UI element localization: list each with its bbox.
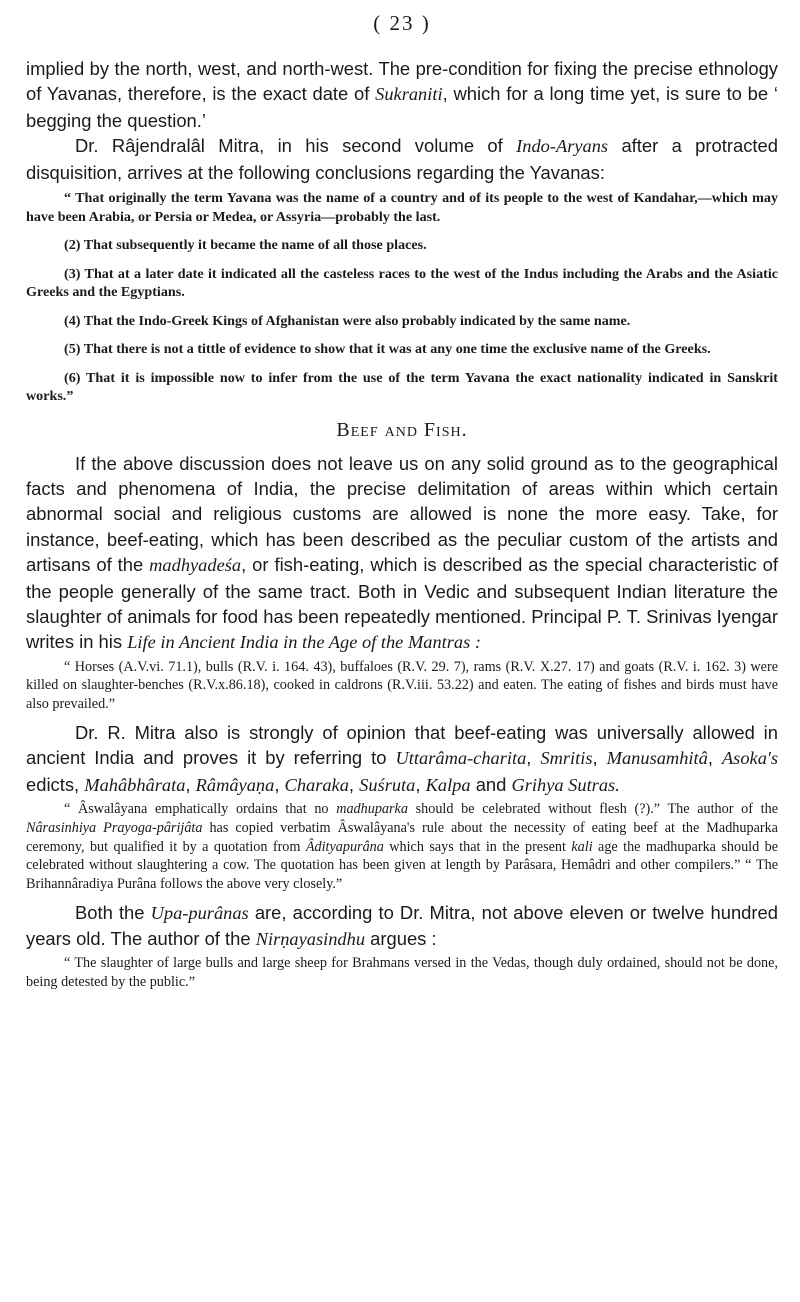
quote-aswalayana: “ Âswalâyana emphatically ordains that no madhuparka should be celebrated without flesh (?).” The author of the Nârasinhiya Prayoga-pârijâta has copied verbatim Âswalâyana's rule about the necessity of eating beef at the Madhuparka ceremony, but qualified it by a quotation from Âdityapurâna which says that in the present kali age the madhuparka should be celebrated without slaughtering a cow. The quotation has been given at length by Parâsara, Hemâdri and other compilers.” “ The Brihannâradiya Purâna follows the above very closely.” <box>26 801 778 892</box>
title-life-in-ancient-india: Life in Ancient India in the Age of the Mantras : <box>127 632 481 653</box>
conclusion-item: “ That originally the term Yavana was the name of a country and of its people to the west of Kandahar,—which may have been Arabia, or Persia or Medea, or Assyria—probably the last. <box>26 190 778 225</box>
paragraph-beef-eating: If the above discussion does not leave us on any solid ground as to the geographical facts and phenomena of India, the precise delimitation of areas within which certain abnormal social and religious customs are allowed is none the more easy. Take, for instance, beef-eating, which has been described as the peculiar custom of the artists and artisans of the madhyadeśa, or fish-eating, which is described as the special characteristic of the people generally of the same tract. Both in Vedic and subsequent Indian literature the slaughter of animals for food has been repeatedly mentioned. Principal P. T. Srinivas Iyengar writes in his Life in Ancient India in the Age of the Mantras : <box>26 452 778 653</box>
page-number: ( 23 ) <box>373 11 431 35</box>
conclusion-item: (5) That there is not a tittle of evidence to show that it was at any one time the exclusive name of the Greeks. <box>64 341 711 358</box>
conclusion-item: (3) That at a later date it indicated all the casteless races to the west of the Indus including the Arabs and the Asiatic Greeks and the Egyptians. <box>26 265 778 301</box>
conclusion-item: (4) That the Indo-Greek Kings of Afghanistan were also probably indicated by the same name. <box>64 312 631 329</box>
title-indo-aryans: Indo-Aryans <box>516 136 609 157</box>
paragraph-upa-puranas: Both the Upa-purânas are, according to Dr. Mitra, not above eleven or twelve hundred years old. The author of the Nirṇayasindhu argues : <box>26 901 778 950</box>
conclusion-item: (2) That subsequently it became the name of all those places. <box>64 237 427 254</box>
paragraph-yavana-date: implied by the north, west, and north-west. The pre-condition for fixing the precise ethnology of Yavanas, therefore, is the exact date of Sukraniti, which for a long time yet, is sure to be ‘ begging the question.’ <box>26 58 778 131</box>
section-heading-beef-fish: Beef and Fish. <box>336 418 468 441</box>
quote-iyengar: “ Horses (A.V.vi. 71.1), bulls (R.V. i. 164. 43), buffaloes (R.V. 29. 7), rams (R.V. X.27. 17) and goats (R.V. i. 162. 3) were killed on slaughter-benches (R.V.x.86.18), cooked in caldrons (R.V.iii. 53.22) and eaten. The eating of fishes and birds must have also prevailed.” <box>26 658 778 713</box>
quote-nirnayasindhu: “ The slaughter of large bulls and large sheep for Brahmans versed in the Vedas, though duly ordained, should not be done, being detested by the public.” <box>26 955 778 991</box>
conclusion-item: (6) That it is impossible now to infer from the use of the term Yavana the exact nationality indicated in Sanskrit works.” <box>26 369 778 405</box>
conclusions-quote <box>26 189 778 406</box>
paragraph-mitra-beef: Dr. R. Mitra also is strongly of opinion that beef-eating was universally allowed in ancient India and proves it by referring to Uttarâma-charita, Smritis, Manusamhitâ, Asoka's edicts, Mahâbhârata, Râmâyaṇa, Charaka, Suśruta, Kalpa and Grihya Sutras. <box>26 721 778 795</box>
title-sukraniti: Sukraniti <box>375 84 443 105</box>
paragraph-mitra-intro: Dr. Râjendralâl Mitra, in his second volume of Indo-Aryans after a protracted disquisition, arrives at the following conclusions regarding the Yavanas: <box>26 135 778 183</box>
